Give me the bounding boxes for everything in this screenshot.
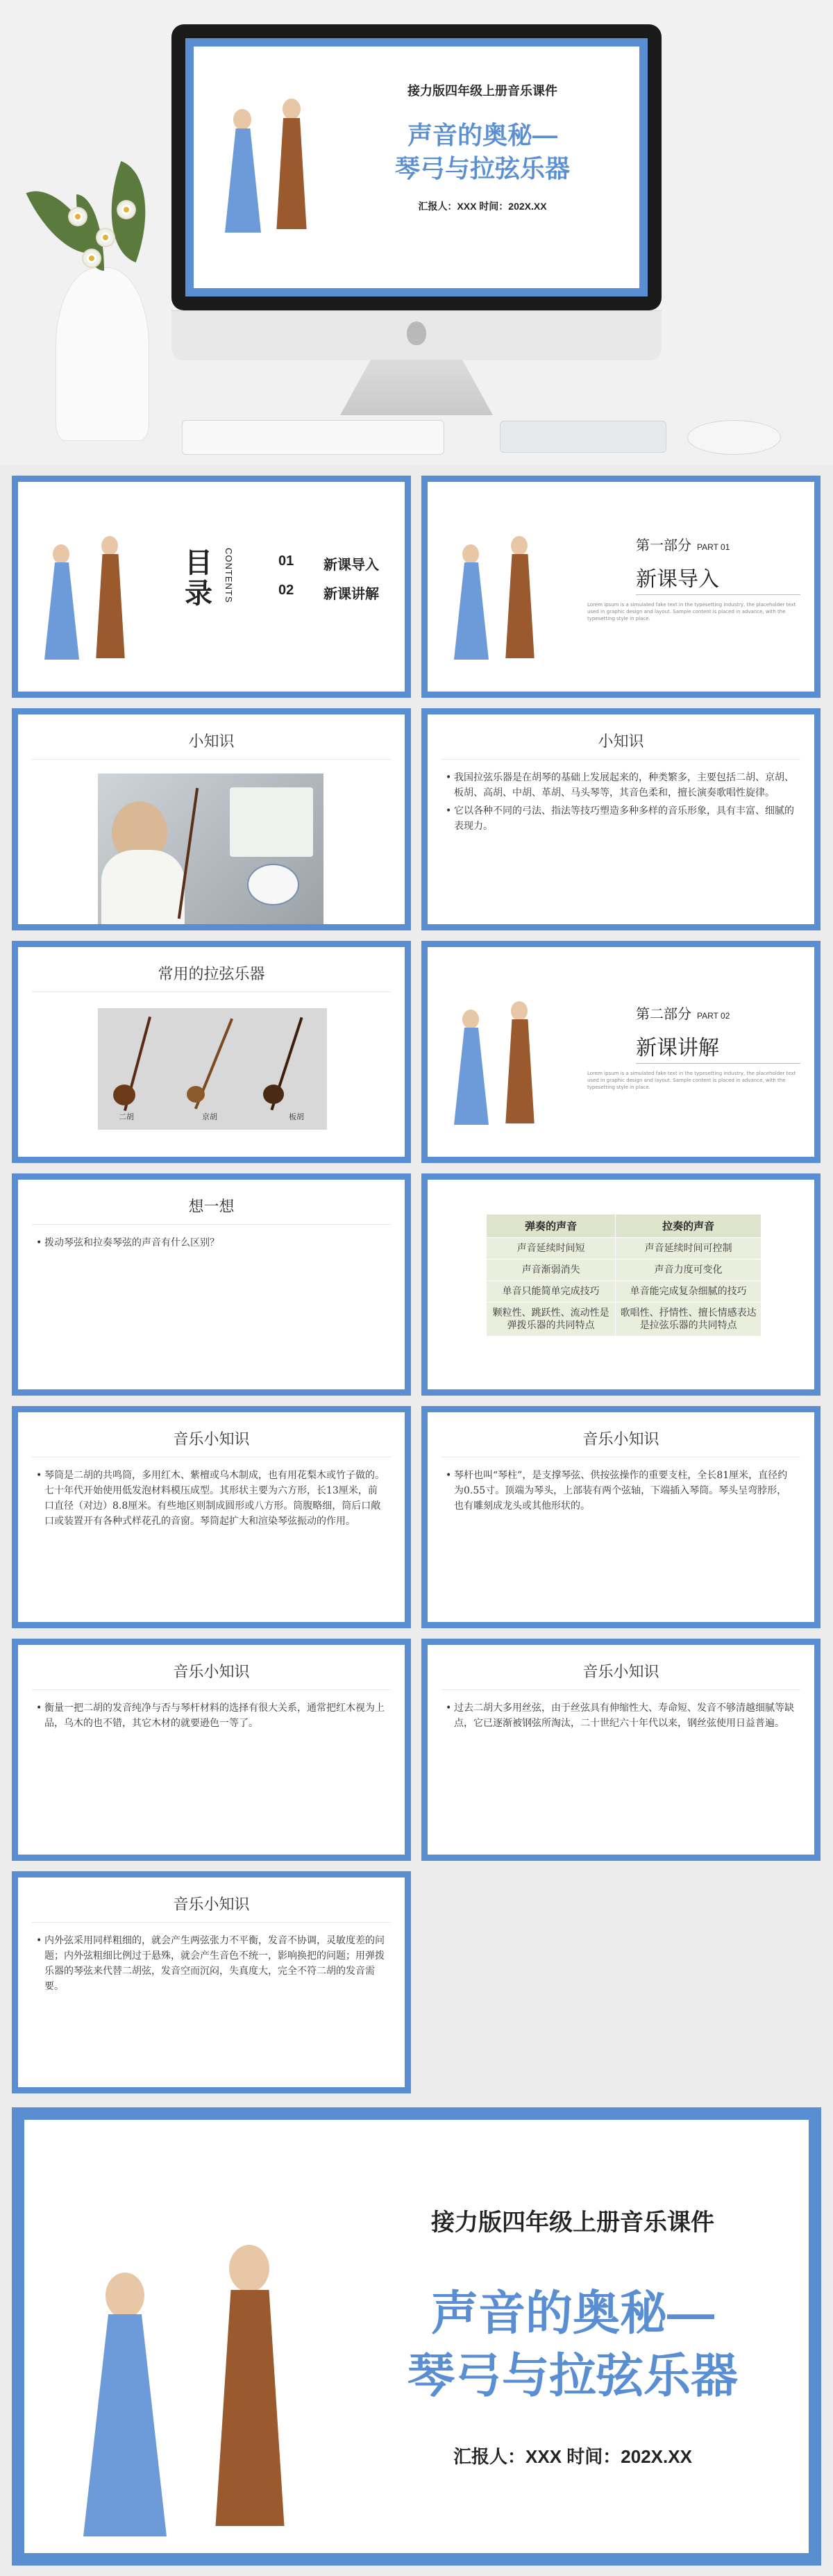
part-label: 第二部分 PART 02 (636, 1007, 730, 1022)
erhu-photo (98, 773, 323, 926)
toc-heading: 目录 (185, 548, 212, 609)
slide-knowledge-text (421, 708, 821, 930)
bullet-list (36, 1468, 387, 1532)
table-row (487, 1303, 761, 1337)
slide-final-cover (12, 2107, 821, 2566)
instruments-photo (98, 1008, 327, 1130)
slide-music-knowledge-1 (12, 1406, 411, 1628)
divider (32, 1224, 391, 1225)
divider (32, 1689, 391, 1690)
slide-think (12, 1173, 411, 1396)
flower (83, 250, 100, 267)
slide-music-knowledge-5 (12, 1871, 411, 2093)
table-cell: 单音只能简单完成技巧 (487, 1281, 616, 1303)
dancer-illustration (56, 2224, 333, 2550)
cover-meta: 汇报人：XXX 时间：202X.XX (418, 201, 547, 212)
cover-subtitle: 接力版四年级上册音乐课件 (407, 84, 557, 98)
bullet-item: • 衡量一把二胡的发音纯净与否与琴杆材料的选择有很大关系，通常把红木视为上品，乌木的也不错，其它木材的就要逊色一等了。 (36, 1700, 387, 1731)
bullet-item: • 琴杆也叫“琴柱”，是支撑琴弦、供按弦操作的重要支柱，全长81厘米，直径约为0.55寸。顶端为琴头，上部装有两个弦轴，下端插入琴筒。琴头呈弯脖形，也有雕刻成龙头或其他形状的。 (446, 1468, 796, 1514)
table-cell: 颗粒性、跳跃性、流动性是弹拨乐器的共同特点 (487, 1303, 616, 1337)
flower (118, 201, 135, 218)
slide-part-02 (421, 941, 821, 1163)
monitor-stand (340, 360, 493, 415)
slide-title: 常用的拉弦乐器 (158, 966, 265, 983)
final-meta: 汇报人：XXX 时间：202X.XX (453, 2446, 692, 2467)
bullet-item: • 内外弦采用同样粗细的，就会产生两弦张力不平衡，发音不协调，灵敏度差的问题；内外弦粗细比例过于悬殊，就会产生音色不统一，影响换把的问题；用弹拨乐器的琴弦来代替二胡弦，发音空而沉闷，失真度大，完全不符二胡的发音需要。 (36, 1933, 387, 1994)
slide-music-knowledge-2 (421, 1406, 821, 1628)
bullet-item: • 琴筒是二胡的共鸣筒，多用红木、紫檀或乌木制成，也有用花梨木或竹子做的。七十年代开始使用低发泡材料模压成型。其形状主要为六方形，长13厘米，前口直径（对边）8.8厘米。有些地区则制成圆形或八方形。筒腹略细，筒后口敞口或装置开有各种式样花孔的音窗。琴筒起扩大和渲染琴弦振动的作用。 (36, 1468, 387, 1529)
bullet-item: • 我国拉弦乐器是在胡琴的基础上发展起来的，种类繁多，主要包括二胡、京胡、板胡、高胡、中胡、革胡、马头琴等，其音色柔和，擅长演奏歌唱性旋律。 (446, 770, 796, 801)
slide-title: 小知识 (188, 733, 235, 751)
slide-title: 想一想 (188, 1198, 235, 1216)
slide-compare-table (421, 1173, 821, 1396)
table-cell: 声音延续时间短 (487, 1238, 616, 1260)
bullet-list (36, 1235, 387, 1253)
slide-title: 音乐小知识 (173, 1431, 250, 1448)
dancer-illustration (441, 996, 559, 1135)
bullet-item: • 拨动琴弦和拉奏琴弦的声音有什么区别？ (36, 1235, 387, 1251)
cover-title-line2: 琴弓与拉弦乐器 (394, 154, 570, 183)
table-cell: 单音能完成复杂细腻的技巧 (616, 1281, 761, 1303)
bullet-list (446, 1468, 796, 1516)
table-cell: 声音力度可变化 (616, 1260, 761, 1281)
instrument-label-erhu: 二胡 (119, 1112, 134, 1121)
table-cell: 声音渐弱消失 (487, 1260, 616, 1281)
mouse (687, 420, 781, 455)
final-subtitle: 接力版四年级上册音乐课件 (431, 2209, 714, 2236)
flower (97, 229, 114, 246)
table-row (487, 1281, 761, 1303)
divider (636, 1063, 800, 1064)
slide-common-instruments (12, 941, 411, 1163)
slide-music-knowledge-3 (12, 1639, 411, 1861)
slide-toc (12, 476, 411, 698)
table-row (487, 1260, 761, 1281)
table-header-row (487, 1214, 761, 1238)
vase (56, 267, 149, 441)
slide-music-knowledge-4 (421, 1639, 821, 1861)
bullet-list (36, 1933, 387, 1997)
bullet-item: • 它以各种不同的弓法、指法等技巧塑造多种多样的音乐形象，具有丰富、细腻的表现力。 (446, 803, 796, 834)
dancer-illustration (441, 530, 559, 669)
instrument-label-banhu: 板胡 (289, 1112, 304, 1121)
bullet-list (446, 770, 796, 837)
toc-item-02-label[interactable]: 新课讲解 (323, 587, 379, 602)
table-header: 弹奏的声音 (487, 1214, 616, 1238)
toc-item-01-num[interactable]: 01 (278, 553, 294, 569)
divider (636, 594, 800, 595)
part-label: 第一部分 PART 01 (636, 538, 730, 553)
lorem-text: Lorem ipsum is a simulated fake text in the typesetting industry, the placeholder text used in graphic design and layout. Sample content is placed in advance, with the typesetting style in place. (587, 602, 796, 621)
slide-title: 音乐小知识 (582, 1664, 659, 1681)
bullet-list (36, 1700, 387, 1734)
slide-title: 小知识 (598, 733, 644, 751)
hero-mockup (0, 0, 833, 465)
lorem-text: Lorem ipsum is a simulated fake text in the typesetting industry, the placeholder text used in graphic design and layout. Sample content is placed in advance, with the typesetting style in place. (587, 1071, 796, 1090)
table-header: 拉奏的声音 (616, 1214, 761, 1238)
dancer-illustration (211, 95, 322, 241)
divider (441, 1689, 800, 1690)
bullet-item: • 过去二胡大多用丝弦，由于丝弦具有伸缩性大、寿命短、发音不够清越细腻等缺点，它已逐渐被钢弦所淘汰，二十世纪六十年代以来，钢丝弦使用日益普遍。 (446, 1700, 796, 1731)
apple-logo-icon (407, 321, 426, 345)
table-cell: 歌唱性、抒情性、擅长情感表达是拉弦乐器的共同特点 (616, 1303, 761, 1337)
slide-part-01 (421, 476, 821, 698)
toc-contents-label: CONTENTS (224, 548, 234, 603)
part-name: 新课讲解 (636, 1037, 719, 1060)
slide-title: 音乐小知识 (173, 1896, 250, 1914)
slide-knowledge-photo (12, 708, 411, 930)
hero-cover-slide (185, 38, 648, 296)
comparison-table (487, 1214, 761, 1336)
divider (441, 759, 800, 760)
toc-item-01-label[interactable]: 新课导入 (323, 558, 379, 573)
divider (32, 759, 391, 760)
toc-item-02-num[interactable]: 02 (278, 583, 294, 598)
instrument-label-jinghu: 京胡 (202, 1112, 217, 1121)
part-name: 新课导入 (636, 568, 719, 591)
bullet-list (446, 1700, 796, 1734)
final-title-line2: 琴弓与拉弦乐器 (407, 2350, 738, 2402)
trackpad (500, 421, 666, 453)
table-row (487, 1238, 761, 1260)
monitor (171, 24, 662, 310)
divider (32, 1922, 391, 1923)
slide-title: 音乐小知识 (582, 1431, 659, 1448)
table-cell: 声音延续时间可控制 (616, 1238, 761, 1260)
final-title-line1: 声音的奥秘— (430, 2287, 714, 2340)
flower (69, 208, 86, 225)
keyboard (182, 420, 444, 455)
slide-title: 音乐小知识 (173, 1664, 250, 1681)
dancer-illustration (32, 530, 150, 669)
cover-title-line1: 声音的奥秘— (407, 121, 557, 149)
